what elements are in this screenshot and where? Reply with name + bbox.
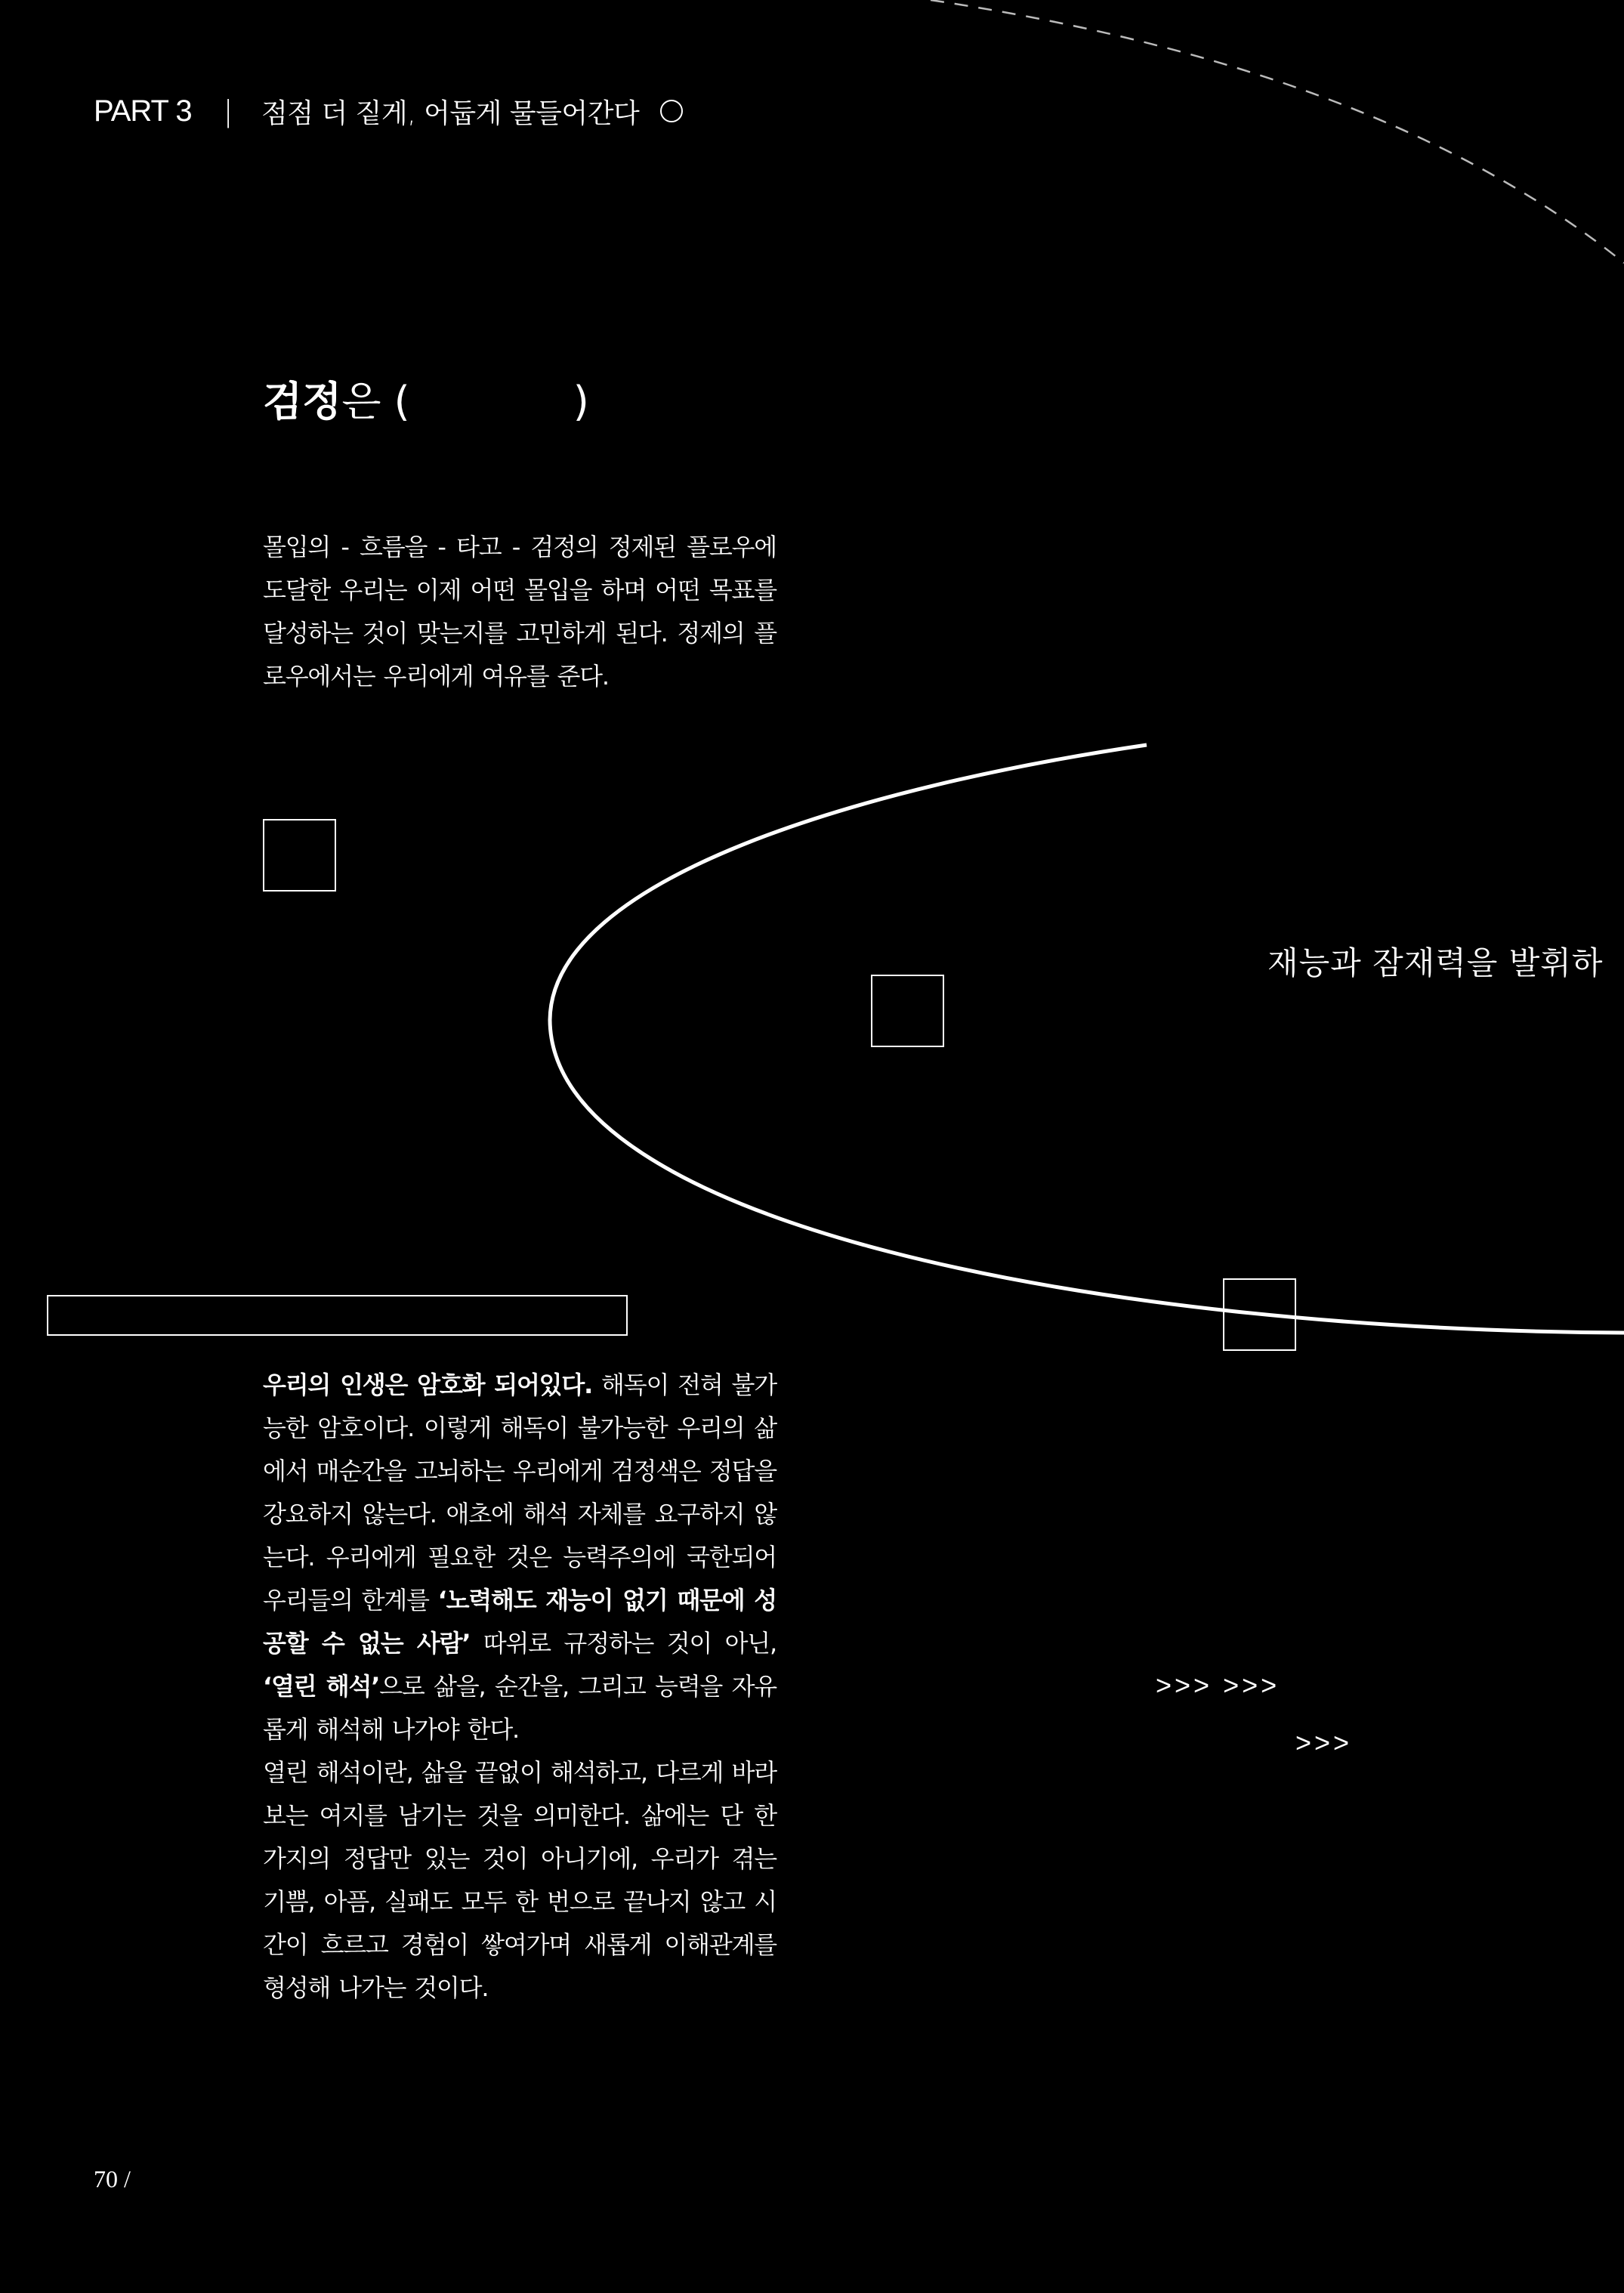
square-outline-3	[1223, 1278, 1296, 1351]
arrows-line-2: >>>	[1295, 1727, 1353, 1758]
body-text-3: 으로 삶을, 순간을, 그리고 능력을 자유롭게 해석해 나가야 한다.	[263, 1672, 776, 1744]
chapter-header	[94, 92, 683, 130]
circle-icon	[660, 100, 683, 122]
title-close: )	[573, 378, 589, 425]
title-strong: 검정	[263, 378, 342, 425]
part-label: PART 3	[94, 94, 192, 128]
body-bold-1: 우리의 인생은 암호화 되어있다.	[263, 1371, 593, 1399]
dashed-arc	[931, 0, 1624, 263]
side-caption: 재능과 잠재력을 발휘하	[1267, 944, 1604, 981]
arrows-line-1: >>> >>>	[1156, 1670, 1280, 1701]
intro-paragraph: 몰입의 - 흐름을 - 타고 - 검정의 정제된 플로우에 도달한 우리는 이제 어떤 몰입을 하며 어떤 목표를 달성하는 것이 맞는지를 고민하게 된다. 정제의 플로우에서는 우리에게 여유를 준다.	[263, 533, 776, 691]
header-separator: |	[223, 94, 233, 128]
body-paragraph-2: 열린 해석이란, 삶을 끝없이 해석하고, 다르게 바라보는 여지를 남기는 것을 의미한다. 삶에는 단 한 가지의 정답만 있는 것이 아니기에, 우리가 겪는 기쁨, 아픔, 실패도 모두 한 번으로 끝나지 않고 시간이 흐르고 경험이 쌓여가며 새롭게 이해관계를 형성해 나가는 것이다.	[263, 1758, 776, 2002]
square-outline-2	[871, 975, 944, 1047]
body-bold-2: ‘노력해도 재능이 없기 때문에 성공할 수 없는 사람’	[263, 1586, 776, 1658]
title-rest: 은 (	[341, 378, 410, 425]
rect-outline	[47, 1295, 628, 1336]
square-outline-1	[263, 819, 336, 892]
body-text-2: 따위로 규정하는 것이 아닌,	[470, 1629, 776, 1658]
section-title	[263, 372, 589, 432]
body-paragraph-1	[263, 1364, 776, 1751]
body-text	[263, 1364, 776, 2010]
ellipse-curve	[550, 745, 1624, 1333]
body-text-1: 해독이 전혀 불가능한 암호이다. 이렇게 해독이 불가능한 우리의 삶에서 매순간을 고뇌하는 우리에게 검정색은 정답을 강요하지 않는다. 애초에 해석 자체를 요구하지 않는다. 우리에게 필요한 것은 능력주의에 국한되어 우리들의 한계를	[263, 1371, 776, 1615]
body-bold-3: ‘열린 해석’	[263, 1672, 380, 1701]
chapter-title: 점점 더 짙게, 어둡게 물들어간다	[261, 97, 640, 129]
page-number: 70 /	[94, 2165, 131, 2193]
